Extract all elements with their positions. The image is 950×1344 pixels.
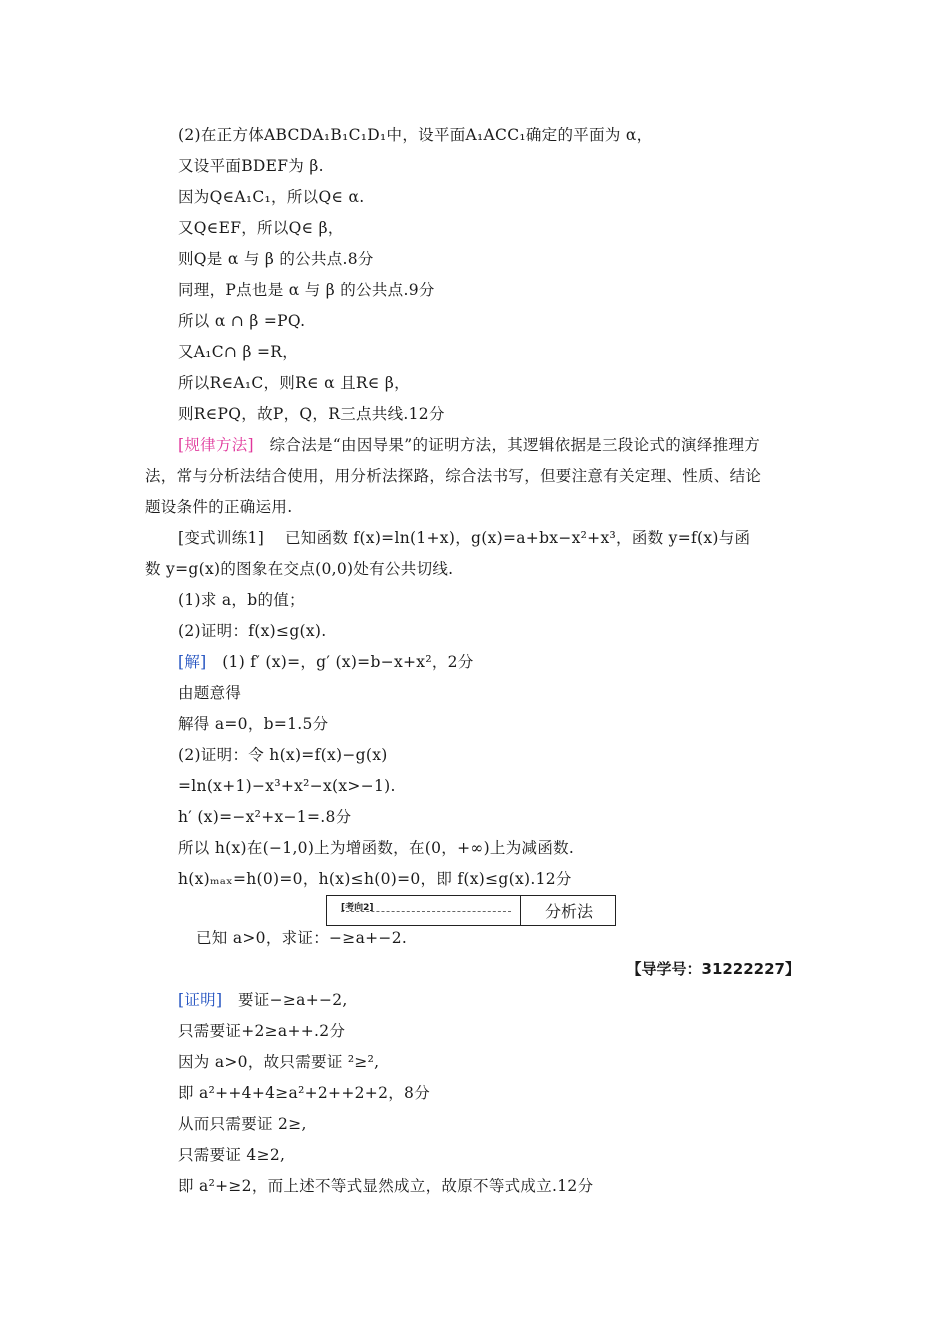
- problem-2: 已知 a>0，求证：−≥a+−2.: [196, 929, 408, 947]
- proof-line-4: 又Q∈EF，所以Q∈ β，: [178, 219, 344, 237]
- proof2-line-5: 从而只需要证 2≥,: [178, 1115, 307, 1133]
- solution-line-1: [178, 652, 474, 672]
- variant-tag: [变式训练1]: [178, 529, 265, 547]
- solution-line-6: h′ (x)=−x²+x−1=.8分: [178, 808, 352, 826]
- variant-line-2: 数 y=g(x)的图象在交点(0,0)处有公共切线.: [145, 560, 454, 578]
- solution-line-7: 所以 h(x)在(−1,0)上为增函数，在(0，+∞)上为减函数.: [178, 839, 575, 857]
- kaoxiang-box: [326, 895, 616, 926]
- proof-line-10: 则R∈PQ，故P，Q，R三点共线.12分: [178, 405, 445, 423]
- method-line-2: 法，常与分析法结合使用，用分析法探路，综合法书写，但要注意有关定理、性质、结论: [145, 467, 762, 485]
- proof-line-5: 则Q是 α 与 β 的公共点.8分: [178, 250, 374, 268]
- proof-line-3: 因为Q∈A₁C₁，所以Q∈ α.: [178, 188, 365, 206]
- solution-line-4: (2)证明：令 h(x)=f(x)−g(x): [178, 746, 388, 764]
- proof2-text-1: 要证−≥a+−2,: [237, 991, 348, 1009]
- proof2-line-6: 只需要证 4≥2,: [178, 1146, 286, 1164]
- proof2-line-3: 因为 a>0，故只需要证 ²≥²,: [178, 1053, 380, 1071]
- method-line-1: [178, 435, 760, 455]
- proof2-line-1: [178, 990, 348, 1010]
- solution-tag: [解]: [178, 653, 207, 671]
- kaoxiang-left-cell: [327, 896, 521, 925]
- method-tag: [规律方法]: [178, 436, 254, 454]
- solution-text-1: (1) f′ (x)=，g′ (x)=b−x+x²，2分: [222, 653, 474, 671]
- variant-text-1: 已知函数 f(x)=ln(1+x)，g(x)=a+bx−x²+x³，函数 y=f(x)与函: [284, 529, 751, 547]
- proof-line-7: 所以 α ∩ β =PQ.: [178, 312, 306, 330]
- kaoxiang-label: 分析法: [545, 902, 594, 921]
- method-line-3: 题设条件的正确运用.: [145, 498, 293, 516]
- variant-question-1: (1)求 a，b的值；: [178, 591, 305, 609]
- kaoxiang-dash: [341, 911, 511, 912]
- proof2-line-4: 即 a²++4+4≥a²+2++2+2，8分: [178, 1084, 431, 1102]
- kaoxiang-tag: [考向2]: [341, 903, 374, 913]
- solution-line-8: h(x)ₘₐₓ=h(0)=0，h(x)≤h(0)=0，即 f(x)≤g(x).12分: [178, 870, 572, 888]
- proof-line-2: 又设平面BDEF为 β.: [178, 157, 324, 175]
- proof-line-6: 同理，P点也是 α 与 β 的公共点.9分: [178, 281, 435, 299]
- proof-line-9: 所以R∈A₁C，则R∈ α 且R∈ β，: [178, 374, 410, 392]
- guide-number: 【导学号：31222227】: [626, 960, 800, 978]
- solution-line-2: 由题意得: [178, 684, 242, 702]
- proof-line-8: 又A₁C∩ β =R，: [178, 343, 299, 361]
- proof2-line-2: 只需要证+2≥a++.2分: [178, 1022, 346, 1040]
- solution-line-3: 解得 a=0，b=1.5分: [178, 715, 329, 733]
- variant-line-1: [178, 528, 750, 548]
- method-text-1: 综合法是“由因导果”的证明方法，其逻辑依据是三段论式的演绎推理方: [269, 436, 761, 454]
- proof2-line-7: 即 a²+≥2，而上述不等式显然成立，故原不等式成立.12分: [178, 1177, 594, 1195]
- proof2-tag: [证明]: [178, 991, 223, 1009]
- variant-question-2: (2)证明：f(x)≤g(x).: [178, 622, 327, 640]
- proof-line-1: (2)在正方体ABCDA₁B₁C₁D₁中，设平面A₁ACC₁确定的平面为 α，: [178, 126, 653, 144]
- solution-line-5: =ln(x+1)−x³+x²−x(x>−1).: [178, 777, 396, 795]
